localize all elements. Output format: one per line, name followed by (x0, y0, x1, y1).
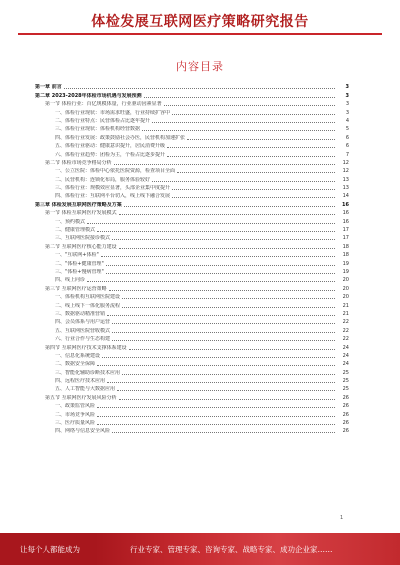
title-divider (18, 33, 382, 35)
toc-entry-text: 二、健康管理模式 (55, 227, 96, 234)
toc-entry-page: 13 (342, 185, 349, 192)
toc-entry[interactable] (35, 158, 349, 166)
toc-entry-text: 五、体检行业驱动：健康意识提升，居民消费升级 (55, 143, 166, 150)
toc-leader-dots (102, 357, 335, 358)
toc-entry-page: 24 (342, 352, 349, 359)
toc-entry[interactable] (35, 233, 349, 241)
toc-entry-page: 18 (342, 252, 349, 259)
toc-leader-dots (87, 281, 335, 282)
toc-entry-text: 第一节 体检行业：百亿规模体量，行业驱动因素显著 (45, 101, 162, 108)
toc-leader-dots (112, 323, 335, 324)
toc-entry[interactable] (35, 216, 349, 224)
toc-entry-text: 四、线上问诊 (55, 277, 86, 284)
toc-entry-text: 二、线上线下一体化服务流程 (55, 302, 121, 309)
toc-entry-page: 26 (342, 411, 349, 418)
toc-entry-text: 一、公立医院：体检中心依托医院资源，检查项目全面 (55, 168, 176, 175)
toc-entry[interactable] (35, 309, 349, 317)
toc-entry-page: 16 (342, 218, 349, 225)
toc-entry-page: 13 (342, 176, 349, 183)
toc-entry-page: 12 (342, 159, 349, 166)
toc-leader-dots (164, 105, 335, 106)
toc-entry-text: 二、数据安全保障 (55, 361, 96, 368)
toc-entry[interactable] (35, 90, 349, 98)
toc-entry-page: 17 (342, 235, 349, 242)
toc-entry[interactable] (35, 191, 349, 199)
toc-entry[interactable] (35, 99, 349, 107)
toc-entry-text: 二、体检行业特点：民营体检占比逐年提升 (55, 117, 151, 124)
toc-entry-text: 第一章 前言 (35, 84, 62, 91)
toc-entry[interactable] (35, 124, 349, 132)
toc-entry-text: 五、人工智能与大数据应用 (55, 386, 116, 393)
toc-entry-page: 19 (342, 268, 349, 275)
toc-entry-page: 25 (342, 369, 349, 376)
toc-entry-text: 四、会员体系与用户运营 (55, 319, 111, 326)
toc-entry[interactable] (35, 376, 349, 384)
toc-entry-page: 24 (342, 361, 349, 368)
toc-entry[interactable] (35, 107, 349, 115)
toc-entry-text: 一、"互联网+体检" (55, 252, 99, 259)
toc-entry-page: 17 (342, 227, 349, 234)
toc-leader-dots (129, 349, 335, 350)
toc-entry[interactable] (35, 132, 349, 140)
toc-entry-page: 16 (342, 201, 349, 208)
toc-entry-page: 24 (342, 344, 349, 351)
toc-leader-dots (112, 432, 335, 433)
toc-entry[interactable] (35, 141, 349, 149)
toc-entry[interactable] (35, 409, 349, 417)
toc-entry-page: 5 (345, 126, 349, 133)
toc-entry-text: 第三节 互联网医疗运营策略 (45, 285, 107, 292)
toc-entry[interactable] (35, 241, 349, 249)
toc-entry-page: 6 (345, 134, 349, 141)
toc-entry-text: 第二章 2023-2028年体检市场机遇与发展预测 (35, 92, 142, 99)
toc-entry-page: 12 (342, 168, 349, 175)
toc-leader-dots (187, 139, 335, 140)
toc-entry-page: 22 (342, 336, 349, 343)
toc-entry-page: 20 (342, 294, 349, 301)
toc-entry-text: 一、政策监管风险 (55, 403, 96, 410)
toc-entry-text: 第三章 体检发展互联网医疗策略及方案 (35, 201, 122, 208)
toc-entry-text: 一、体检机构互联网医院建设 (55, 294, 121, 301)
page-number: 1 (340, 515, 344, 521)
report-title: 体检发展互联网医疗策略研究报告 (91, 14, 309, 30)
toc-leader-dots (64, 88, 335, 89)
toc-entry-text: 一、体检行业现状：市场需求旺盛，行业持续扩容中 (55, 109, 171, 116)
toc-entry[interactable] (35, 174, 349, 182)
toc-entry-page: 21 (342, 310, 349, 317)
toc-leader-dots (97, 231, 335, 232)
toc-leader-dots (87, 223, 335, 224)
toc-entry[interactable] (35, 283, 349, 291)
toc-entry-text: 三、数据驱动精准营销 (55, 310, 106, 317)
toc-entry-text: 一、预约模式 (55, 218, 86, 225)
table-of-contents (35, 82, 349, 434)
toc-leader-dots (117, 390, 335, 391)
toc-entry[interactable] (35, 401, 349, 409)
toc-entry-page: 25 (342, 386, 349, 393)
toc-leader-dots (106, 273, 335, 274)
toc-entry-page: 18 (342, 243, 349, 250)
toc-entry-page: 3 (345, 92, 349, 99)
toc-entry-text: 第一节 体检互联网医疗发展模式 (45, 210, 117, 217)
toc-leader-dots (177, 172, 335, 173)
toc-entry-text: 二、市场竞争风险 (55, 411, 96, 418)
toc-entry-text: 四、远程医疗技术应用 (55, 378, 106, 385)
toc-entry-text: 四、体检行业发展：政策鼓励社会办医，民营机构加速扩张 (55, 134, 186, 141)
toc-leader-dots (119, 248, 335, 249)
toc-entry-text: 三、医疗质量风险 (55, 420, 96, 427)
toc-entry[interactable] (35, 392, 349, 400)
toc-entry[interactable] (35, 267, 349, 275)
toc-entry-page: 26 (342, 428, 349, 435)
toc-entry-page: 6 (345, 143, 349, 150)
toc-entry[interactable] (35, 359, 349, 367)
toc-leader-dots (114, 164, 335, 165)
toc-entry-page: 26 (342, 394, 349, 401)
toc-entry-text: 二、"体检+健康管理" (55, 260, 104, 267)
toc-leader-dots (101, 256, 335, 257)
toc-leader-dots (152, 181, 335, 182)
toc-leader-dots (112, 340, 335, 341)
toc-entry-text: 第四节 互联网医疗技术支撑体系建设 (45, 344, 127, 351)
toc-entry-text: 三、"体检+慢病管理" (55, 268, 104, 275)
toc-entry[interactable] (35, 208, 349, 216)
toc-entry[interactable] (35, 334, 349, 342)
toc-entry[interactable] (35, 116, 349, 124)
toc-entry-text: 三、体检行业：规模效应显著，头部企业集中度提升 (55, 185, 171, 192)
toc-entry-page: 7 (345, 151, 349, 158)
toc-entry[interactable] (35, 225, 349, 233)
toc-entry-page: 3 (345, 101, 349, 108)
toc-entry-page: 26 (342, 420, 349, 427)
toc-entry[interactable] (35, 317, 349, 325)
toc-entry[interactable] (35, 258, 349, 266)
toc-entry[interactable] (35, 149, 349, 157)
toc-leader-dots (122, 374, 335, 375)
toc-leader-dots (142, 130, 335, 131)
toc-entry-page: 21 (342, 302, 349, 309)
toc-heading: 内容目录 (176, 60, 224, 73)
toc-entry-page: 4 (345, 117, 349, 124)
toc-entry[interactable] (35, 426, 349, 434)
toc-entry-page: 16 (342, 210, 349, 217)
toc-entry-text: 四、网络与信息安全风险 (55, 428, 111, 435)
toc-leader-dots (119, 399, 335, 400)
toc-leader-dots (172, 114, 335, 115)
toc-entry[interactable] (35, 275, 349, 283)
toc-entry-page: 22 (342, 319, 349, 326)
toc-leader-dots (97, 407, 335, 408)
toc-entry-page: 19 (342, 260, 349, 267)
toc-entry[interactable] (35, 367, 349, 375)
toc-entry[interactable] (35, 300, 349, 308)
toc-entry[interactable] (35, 183, 349, 191)
toc-entry-text: 第五节 互联网医疗发展风险分析 (45, 394, 117, 401)
toc-leader-dots (167, 156, 335, 157)
toc-entry-text: 一、信息化系统建设 (55, 352, 101, 359)
toc-entry[interactable] (35, 199, 349, 207)
toc-leader-dots (107, 382, 335, 383)
footer-tagline: 行业专家、管理专家、咨询专家、战略专家、成功企业家…… (130, 545, 333, 554)
toc-leader-dots (109, 290, 335, 291)
toc-entry-text: 五、互联网医院营收模式 (55, 327, 111, 334)
toc-leader-dots (167, 147, 335, 148)
toc-entry-page: 20 (342, 277, 349, 284)
toc-entry-page: 14 (342, 193, 349, 200)
toc-leader-dots (152, 122, 335, 123)
toc-entry-page: 20 (342, 285, 349, 292)
toc-leader-dots (172, 189, 335, 190)
toc-leader-dots (106, 265, 335, 266)
footer-banner (0, 533, 400, 565)
toc-entry-text: 四、体检行业：互联网平台切入，线上线下融合发展 (55, 193, 171, 200)
toc-leader-dots (97, 365, 335, 366)
toc-entry[interactable] (35, 250, 349, 258)
toc-entry-text: 三、智能化辅助诊断技术应用 (55, 369, 121, 376)
toc-leader-dots (107, 315, 335, 316)
toc-entry-text: 六、行业合作与生态构建 (55, 336, 111, 343)
toc-leader-dots (122, 307, 335, 308)
toc-entry[interactable] (35, 384, 349, 392)
toc-leader-dots (124, 206, 335, 207)
toc-entry-page: 3 (345, 84, 349, 91)
toc-entry[interactable] (35, 351, 349, 359)
toc-entry[interactable] (35, 325, 349, 333)
toc-entry[interactable] (35, 292, 349, 300)
toc-leader-dots (112, 332, 335, 333)
toc-entry-page: 25 (342, 378, 349, 385)
toc-entry-page: 3 (345, 109, 349, 116)
toc-entry-text: 三、互联网医院接诊模式 (55, 235, 111, 242)
toc-leader-dots (122, 298, 335, 299)
toc-entry[interactable] (35, 418, 349, 426)
toc-leader-dots (172, 197, 335, 198)
toc-leader-dots (97, 416, 335, 417)
footer-slogan: 让每个人都能成为 (20, 545, 80, 554)
toc-entry[interactable] (35, 166, 349, 174)
toc-leader-dots (112, 239, 335, 240)
toc-entry[interactable] (35, 82, 349, 90)
toc-entry-text: 第二节 互联网医疗核心能力建设 (45, 243, 117, 250)
toc-entry[interactable] (35, 342, 349, 350)
toc-entry-text: 六、体检行业趋势：团检为主，个检占比逐步提升 (55, 151, 166, 158)
toc-leader-dots (144, 97, 335, 98)
toc-entry-text: 第二节 体检市场竞争格局分析 (45, 159, 112, 166)
toc-leader-dots (119, 214, 335, 215)
toc-entry-page: 22 (342, 327, 349, 334)
toc-leader-dots (97, 424, 335, 425)
toc-entry-page: 26 (342, 403, 349, 410)
toc-entry-text: 二、民营机构：连锁化布局，服务体验较好 (55, 176, 151, 183)
toc-entry-text: 三、体检行业现状：体检机构经营数据 (55, 126, 141, 133)
